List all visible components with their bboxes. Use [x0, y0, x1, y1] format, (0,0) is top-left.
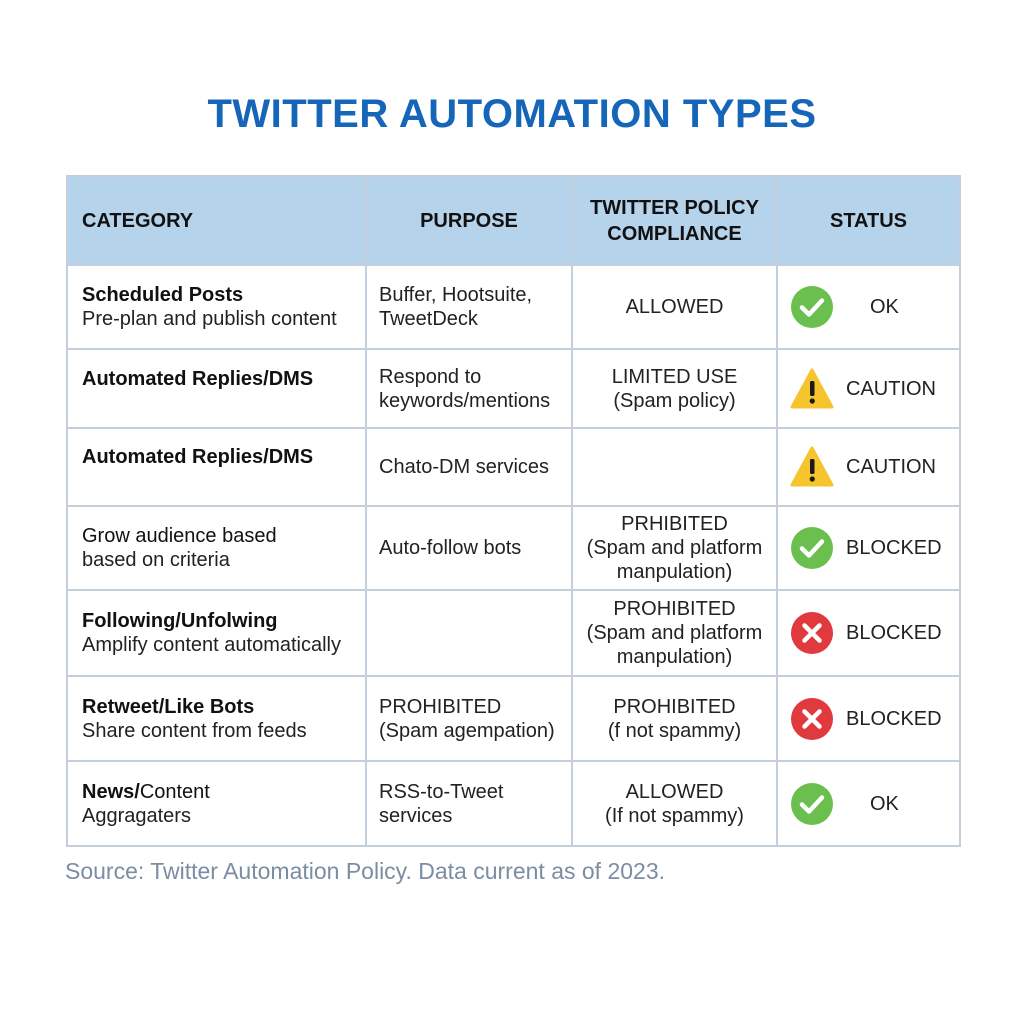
header-policy-line2: COMPLIANCE: [607, 222, 742, 245]
policy-line1: PROHIBITED: [613, 598, 736, 620]
policy-line1: ALLOWED: [625, 296, 724, 318]
category-title: Scheduled Posts: [82, 284, 244, 306]
policy-line2: (Spam policy): [613, 389, 736, 412]
policy-cell: [572, 590, 777, 676]
purpose-cell: [366, 506, 572, 590]
category-cell: [67, 761, 366, 846]
policy-line3: manpulation): [616, 561, 733, 583]
policy-cell: [572, 349, 777, 428]
policy-line1: LIMITED USE: [611, 365, 738, 388]
purpose-line2: (Spam aɡempation): [379, 719, 555, 742]
category-title: Grow audience based: [82, 525, 277, 547]
policy-cell: [572, 761, 777, 846]
warning-icon: [790, 445, 834, 489]
status-label: OK: [870, 792, 899, 815]
policy-cell: [572, 676, 777, 761]
policy-line3: manpulation): [616, 646, 733, 668]
status-cell: [777, 676, 960, 761]
category-title: [82, 780, 357, 804]
table-header-row: [67, 176, 960, 265]
status-label: BLOCKED: [846, 707, 942, 730]
policy-cell: [572, 506, 777, 590]
category-cell: [67, 265, 366, 349]
table-row: [67, 349, 960, 428]
purpose-cell: [366, 428, 572, 506]
category-title-bold: News/: [82, 780, 140, 803]
policy-line2: (Spam and platform: [586, 622, 763, 644]
category-cell: [67, 506, 366, 590]
category-subtitle: Share content from feeds: [82, 719, 307, 742]
policy-line2: (Spam and platform: [586, 537, 763, 559]
header-policy-compliance: [572, 176, 777, 265]
purpose-line2: TweetDeck: [379, 308, 478, 330]
purpose-cell: [366, 676, 572, 761]
table-row: [67, 590, 960, 676]
purpose-line1: PROHIBITED: [379, 695, 502, 718]
category-title: Following/Unfolwing: [82, 610, 278, 632]
purpose-line2: services: [379, 804, 453, 827]
source-note: Source: Twitter Automation Policy. Data current as of 2023.: [65, 858, 666, 884]
purpose-line2: keywords/mentions: [379, 389, 551, 412]
table-row: [67, 676, 960, 761]
category-title-rest: Content: [139, 780, 210, 803]
category-cell: [67, 590, 366, 676]
status-cell: [777, 506, 960, 590]
category-title: Automated Replies/DMS: [82, 446, 314, 468]
policy-cell: [572, 265, 777, 349]
check-icon: [790, 782, 834, 826]
status-label: CAUTION: [846, 456, 936, 478]
policy-line2: (f not spammy): [607, 719, 742, 742]
status-cell: [777, 761, 960, 846]
status-label: BLOCKED: [846, 537, 942, 559]
purpose-cell: [366, 590, 572, 676]
purpose-line1: Respond to: [379, 365, 482, 388]
header-purpose: PURPOSE: [366, 176, 572, 265]
header-status: STATUS: [777, 176, 960, 265]
table-row: [67, 506, 960, 590]
status-label: CAUTION: [846, 377, 936, 400]
status-label: OK: [870, 296, 899, 318]
category-title: Retweet/Like Bots: [82, 695, 255, 718]
check-icon: [790, 285, 834, 329]
purpose-line1: Auto-follow bots: [379, 537, 522, 559]
warning-icon: [790, 367, 834, 411]
policy-line1: ALLOWED: [625, 780, 724, 803]
category-cell: [67, 349, 366, 428]
table-row: [67, 428, 960, 506]
purpose-cell: [366, 349, 572, 428]
table-row: [67, 265, 960, 349]
status-cell: [777, 265, 960, 349]
policy-line1: PROHIBITED: [613, 695, 736, 718]
policy-line1: PRHIBITED: [621, 513, 728, 535]
status-cell: [777, 428, 960, 506]
category-cell: [67, 676, 366, 761]
category-subtitle: based on criteria: [82, 549, 230, 571]
x-icon: [790, 611, 834, 655]
purpose-cell: [366, 265, 572, 349]
policy-line2: (If not spammy): [605, 804, 744, 827]
category-subtitle: Amplify content automatically: [82, 634, 342, 656]
category-title: Automated Replies/DMS: [82, 368, 314, 390]
x-icon: [790, 697, 834, 741]
header-policy-line1: TWITTER POLICY: [590, 196, 759, 219]
category-subtitle: Pre-plan and publish content: [82, 308, 337, 330]
automation-types-table: [66, 175, 961, 847]
table-row: [67, 761, 960, 846]
category-subtitle: Aggragaters: [82, 804, 191, 827]
policy-cell: [572, 428, 777, 506]
purpose-cell: [366, 761, 572, 846]
purpose-line1: Chato-DM services: [379, 456, 550, 478]
purpose-line1: Buffer, Hootsuite,: [379, 284, 533, 306]
category-cell: [67, 428, 366, 506]
purpose-line1: RSS-to-Tweet: [379, 780, 504, 803]
status-cell: [777, 590, 960, 676]
page-title: TWITTER AUTOMATION TYPES: [207, 92, 817, 136]
status-label: BLOCKED: [846, 622, 942, 644]
check-icon: [790, 526, 834, 570]
header-category: CATEGORY: [67, 176, 366, 265]
status-cell: [777, 349, 960, 428]
